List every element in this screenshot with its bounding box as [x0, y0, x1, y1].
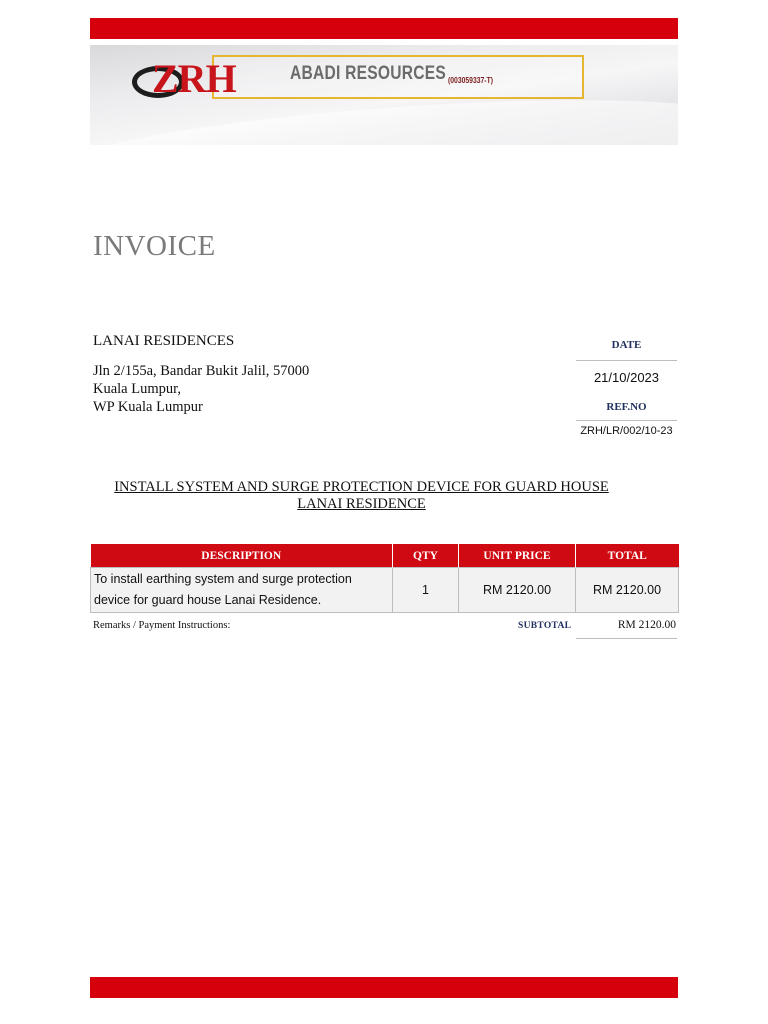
company-logo: [132, 56, 267, 108]
cell-description: [91, 568, 393, 613]
ref-divider: [576, 420, 677, 421]
subtotal-value: RM 2120.00: [617, 619, 676, 631]
client-name: LANAI RESIDENCES: [93, 333, 235, 349]
subtotal-label: SUBTOTAL: [518, 621, 572, 631]
header-qty: QTY: [393, 544, 459, 568]
subtotal-divider: [576, 638, 677, 639]
description-line: device for guard house Lanai Residence.: [94, 593, 322, 607]
job-title-line: INSTALL SYSTEM AND SURGE PROTECTION DEVICE FOR GUARD HOUSE: [114, 479, 609, 495]
bottom-red-bar: [90, 977, 678, 998]
header-description: DESCRIPTION: [91, 544, 393, 568]
table-header-row: [91, 544, 679, 568]
job-title: [90, 479, 633, 513]
cell-qty: 1: [393, 568, 459, 613]
header-unit-price: UNIT PRICE: [459, 544, 576, 568]
client-address-line: Jln 2/155a, Bandar Bukit Jalil, 57000: [93, 363, 310, 379]
remarks-label: Remarks / Payment Instructions:: [93, 620, 231, 631]
date-label: DATE: [611, 339, 642, 351]
top-red-bar: [90, 18, 678, 39]
description-line: To install earthing system and surge protection: [94, 572, 352, 586]
logo-text: ZRH: [152, 56, 236, 101]
header-total: TOTAL: [576, 544, 679, 568]
date-divider: [576, 360, 677, 361]
company-name: ABADI RESOURCES: [290, 63, 447, 84]
items-table: [90, 544, 679, 613]
client-address-line: WP Kuala Lumpur: [93, 399, 203, 415]
cell-total: RM 2120.00: [576, 568, 679, 613]
table-row: [91, 568, 679, 613]
ref-no-label: REF.NO: [606, 401, 647, 413]
company-registration: (003059337-T): [448, 76, 493, 85]
cell-unit-price: RM 2120.00: [459, 568, 576, 613]
client-address-line: Kuala Lumpur,: [93, 381, 182, 397]
ref-no-value: ZRH/LR/002/10-23: [580, 425, 673, 437]
page-title: INVOICE: [93, 230, 216, 262]
date-value: 21/10/2023: [593, 370, 660, 385]
job-title-line: LANAI RESIDENCE: [297, 496, 426, 512]
letterhead-banner: [90, 45, 678, 145]
